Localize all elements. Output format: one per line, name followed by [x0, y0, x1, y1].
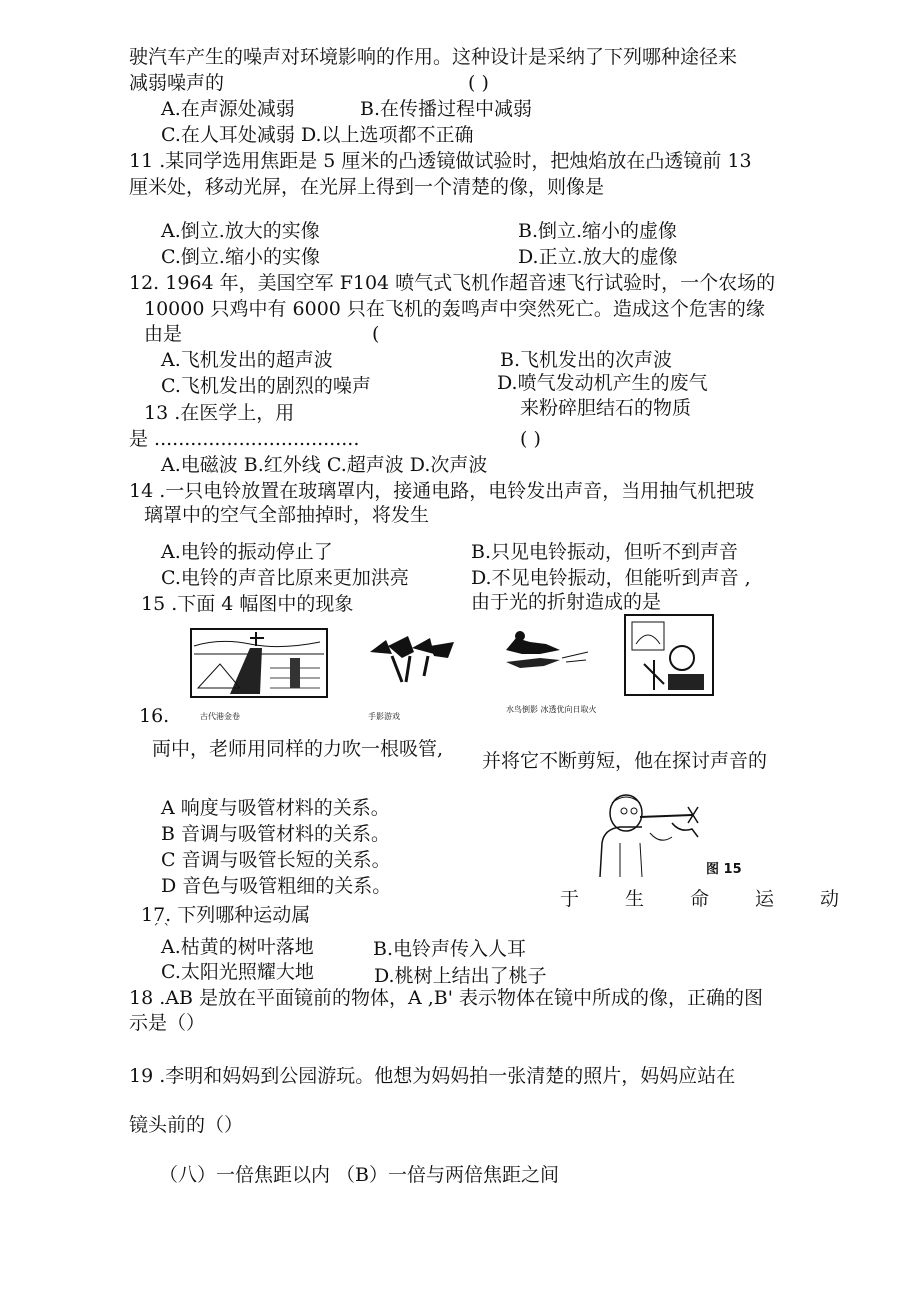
q11-option-b: B.倒立.缩小的虚像: [518, 220, 678, 242]
figure-harbor-image: [190, 628, 328, 698]
q14-option-b: B.只见电铃振动，但听不到声音: [471, 541, 739, 563]
q19-line2: 镜头前的（）: [129, 1114, 244, 1136]
q16-line1: 両中，老师用同样的力吹一根吸管,: [152, 738, 444, 760]
q14-option-a: A.电铃的振动停止了: [161, 541, 333, 563]
q14-option-c: C.电铃的声音比原来更加洪亮: [161, 567, 409, 589]
q16-option-b: B 音调与吸管材料的关系。: [161, 823, 391, 845]
q17-option-b: B.电铃声传入人耳: [373, 938, 527, 960]
q16-number: 16.: [139, 705, 170, 727]
q13-options: A.电磁波 B.红外线 C.超声波 D.次声波: [161, 454, 488, 476]
q12-line2: 10000 只鸡中有 6000 只在飞机的轰鸣声中突然死亡。造成这个危害的缘: [144, 298, 765, 320]
q10-line1: 驶汽车产生的噪声对环境影响的作用。这种设计是采纳了下列哪种途径来: [129, 46, 738, 68]
q16-option-a: A 响度与吸管材料的关系。: [161, 797, 390, 819]
q11-line2: 厘米处，移动光屏，在光屏上得到一个清楚的像，则像是: [129, 176, 605, 198]
q17-option-a: A.枯黄的树叶落地: [161, 936, 314, 958]
q12-answer-paren: (: [372, 323, 380, 345]
q17-line1: 17. 下列哪种运动属: [141, 904, 311, 926]
q17-option-d: D.桃树上结出了桃子: [374, 965, 547, 987]
q15-line1: 15 .下面 4 幅图中的现象: [141, 593, 354, 615]
q13-answer-paren: ( ): [520, 428, 541, 450]
q16-option-d: D 音色与吸管粗细的关系。: [161, 875, 392, 897]
q10-option-b: B.在传播过程中减弱: [360, 98, 533, 120]
q19-line1: 19 .李明和妈妈到公园游玩。他想为妈妈拍一张清楚的照片，妈妈应站在: [129, 1065, 736, 1087]
figure-ice-lens-fire-image: [624, 614, 714, 696]
q10-option-a: A.在声源处减弱: [161, 98, 295, 120]
q14-option-d: D.不见电铃振动，但能听到声音 ,: [471, 567, 751, 589]
q18-line2: 示是（）: [129, 1012, 206, 1034]
q15-line1b: 由于光的折射造成的是: [471, 591, 662, 613]
q12-option-b: B.飞机发出的次声波: [500, 349, 673, 371]
q12-line1: 12. 1964 年，美国空军 F104 喷气式飞机作超音速飞行试验时，一个农场的: [129, 272, 776, 294]
q12-line3: 由是: [144, 323, 183, 345]
figure-hand-shadow-image: [368, 636, 458, 684]
q15-caption-1: 古代港金卷: [200, 712, 240, 721]
q11-option-a: A.倒立.放大的实像: [161, 220, 320, 242]
q13-line1: 13 .在医学上，用: [144, 402, 295, 424]
q19-options: （八）一倍焦距以内 （B）一倍与两倍焦距之间: [159, 1164, 560, 1186]
q14-line2: 璃罩中的空气全部抽掉时，将发生: [144, 504, 430, 526]
q11-line1: 11 .某同学选用焦距是 5 厘米的凸透镜做试验时，把烛焰放在凸透镜前 13: [129, 150, 752, 172]
q16-option-c: C 音调与吸管长短的关系。: [161, 849, 391, 871]
q15-caption-2: 手影游戏: [368, 712, 400, 721]
q16-line1b: 并将它不断剪短，他在探讨声音的: [482, 750, 768, 772]
q16-figure-label: 图 15: [706, 862, 742, 877]
q16-tail-text: 于生命运动: [560, 888, 886, 910]
q12-option-c: C.飞机发出的剧烈的噪声: [161, 375, 371, 397]
q13-line1b: 来粉碎胆结石的物质: [520, 397, 692, 419]
q14-line1: 14 .一只电铃放置在玻璃罩内，接通电路，电铃发出声音，当用抽气机把玻: [129, 480, 755, 502]
q11-option-d: D.正立.放大的虚像: [518, 246, 678, 268]
q10-line2: 减弱噪声的: [129, 72, 225, 94]
q10-option-cd: C.在人耳处减弱 D.以上选项都不正确: [161, 124, 474, 146]
q13-line2: 是 ..................................: [129, 428, 360, 450]
q12-option-a: A.飞机发出的超声波: [161, 349, 333, 371]
q17-mark: ˊ ˋ: [152, 922, 171, 938]
q15-caption-3: 水鸟倒影 冰透优向日取火: [506, 705, 597, 714]
q11-option-c: C.倒立.缩小的实像: [161, 246, 320, 268]
q18-line1: 18 .AB 是放在平面镜前的物体，A ,B' 表示物体在镜中所成的像，正确的图: [129, 987, 764, 1009]
q12-option-d: D.喷气发动机产生的废气: [497, 372, 708, 394]
q10-answer-paren: ( ): [468, 72, 489, 94]
figure-water-bird-image: [500, 628, 590, 676]
q17-option-c: C.太阳光照耀大地: [161, 961, 314, 983]
